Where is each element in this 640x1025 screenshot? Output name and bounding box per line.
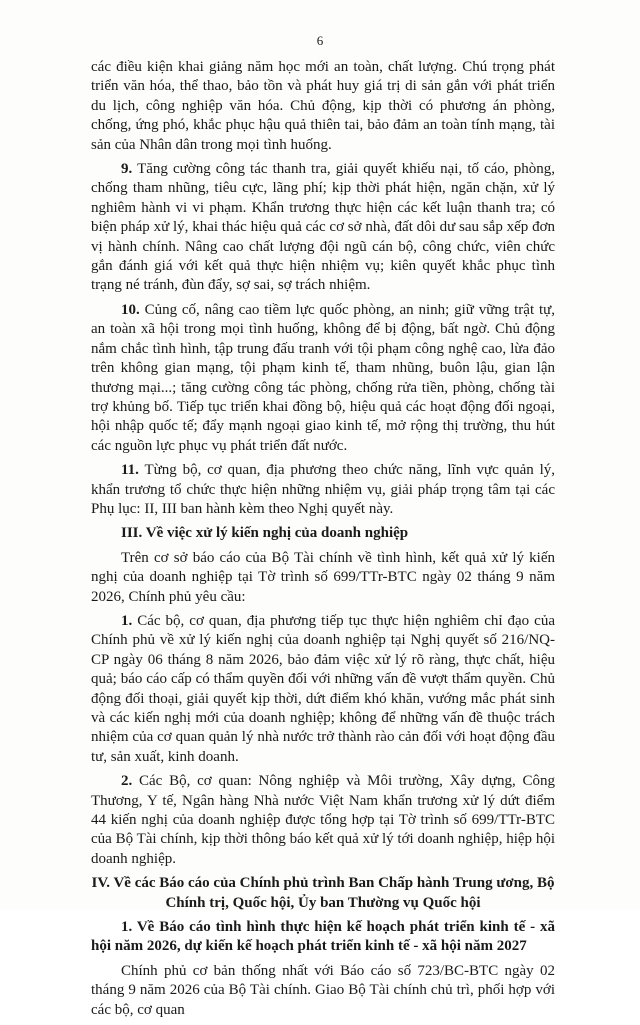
paragraph-iii-2-text: Các Bộ, cơ quan: Nông nghiệp và Môi trường, Xây dựng, Công Thương, Y tế, Ngân hàng Nhà nước Việt Nam khẩn trương xử lý dứt điểm 44 kiến nghị của doanh nghiệp được tổng hợp tại Tờ trình số 699/TTr-BTC của Bộ Tài chính, kịp thời thông báo kết quả xử lý tới doanh nghiệp, hiệp hội doanh nghiệp. bbox=[91, 773, 555, 867]
section-heading-iv: IV. Về các Báo cáo của Chính phủ trình Ban Chấp hành Trung ương, Bộ Chính trị, Quốc hội, Ủy ban Thường vụ Quốc hội bbox=[91, 875, 555, 911]
paragraph-iii-2 bbox=[91, 772, 555, 869]
paragraph-continuation: các điều kiện khai giảng năm học mới an toàn, chất lượng. Chú trọng phát triển văn hóa, thể thao, bảo tồn và phát huy giá trị di sản gắn với phát triển du lịch, công nghiệp văn hóa. Chủ động, kịp thời có phương án phòng, chống, ứng phó, khắc phục hậu quả thiên tai, bảo đảm an toàn tính mạng, tài sản của Nhân dân trong mọi tình huống. bbox=[91, 59, 555, 153]
paragraph-iii-intro: Trên cơ sở báo cáo của Bộ Tài chính về tình hình, kết quả xử lý kiến nghị của doanh nghiệp tại Tờ trình số 699/TTr-BTC ngày 02 tháng 9 năm 2026, Chính phủ yêu cầu: bbox=[91, 549, 555, 605]
paragraph-iii-1-text: Các bộ, cơ quan, địa phương tiếp tục thực hiện nghiêm chỉ đạo của Chính phủ về xử lý kiến nghị của doanh nghiệp tại Nghị quyết số 216/NQ-CP ngày 06 tháng 8 năm 2026, bảo đảm việc xử lý rõ ràng, thực chất, hiệu quả; báo cáo cấp có thẩm quyền đối với những vấn đề vượt thẩm quyền. Chủ động đối thoại, giải quyết kịp thời, dứt điểm khó khăn, vướng mắc phát sinh và các kiến nghị mới của doanh nghiệp; không để những vấn đề thuộc trách nhiệm của cơ quan quản lý nhà nước trở thành rào cản đối với hoạt động đầu tư, sản xuất, kinh doanh. bbox=[91, 612, 555, 765]
paragraph-9-text: Tăng cường công tác thanh tra, giải quyết khiếu nại, tố cáo, phòng, chống tham nhũng, tiêu cực, lãng phí; kịp thời phát hiện, ngăn chặn, xử lý nghiêm hành vi vi phạm. Khẩn trương thực hiện các kết luận thanh tra; có biện pháp xử lý, khai thác hiệu quả các cơ sở nhà, đất dôi dư sau sắp xếp đơn vị hành chính. Nâng cao chất lượng đội ngũ cán bộ, công chức, viên chức gắn đánh giá với kết quả thực hiện nhiệm vụ; kiên quyết khắc phục tình trạng né tránh, đùn đẩy, sợ sai, sợ trách nhiệm. bbox=[91, 161, 555, 294]
paragraph-11-text: Từng bộ, cơ quan, địa phương theo chức năng, lĩnh vực quản lý, khẩn trương tổ chức thực hiện những nhiệm vụ, giải pháp trọng tâm tại các Phụ lục: II, III ban hành kèm theo Nghị quyết này. bbox=[91, 462, 555, 517]
paragraph-iv-1-text: Chính phủ cơ bản thống nhất với Báo cáo số 723/BC-BTC ngày 02 tháng 9 năm 2026 của Bộ Tài chính. Giao Bộ Tài chính chủ trì, phối hợp với các bộ, cơ quan bbox=[91, 962, 555, 1018]
item-number-11: 11. bbox=[121, 462, 139, 479]
document-body bbox=[91, 58, 555, 1025]
section-heading-iii: III. Về việc xử lý kiến nghị của doanh nghiệp bbox=[121, 525, 409, 542]
item-number-9: 9. bbox=[121, 161, 133, 178]
subsection-heading-iv-1: 1. Về Báo cáo tình hình thực hiện kế hoạch phát triển kinh tế - xã hội năm 2026, dự kiến kế hoạch phát triển kinh tế - xã hội năm 2027 bbox=[91, 919, 555, 955]
paragraph-10-text: Củng cố, nâng cao tiềm lực quốc phòng, an ninh; giữ vững trật tự, an toàn xã hội trong mọi tình huống, không để bị động, bất ngờ. Chủ động nắm chắc tình hình, tập trung đấu tranh với tội phạm công nghệ cao, lừa đảo trên không gian mạng, tội phạm kinh tế, tham nhũng, buôn lậu, gian lận thương mại...; tăng cường công tác phòng, chống rửa tiền, phòng, chống tài trợ khủng bố. Tiếp tục triển khai đồng bộ, hiệu quả các hoạt động đối ngoại, hội nhập quốc tế; đẩy mạnh ngoại giao kinh tế, mở rộng thị trường, thu hút các nguồn lực phục vụ phát triển đất nước. bbox=[91, 301, 555, 454]
paragraph-iii-1 bbox=[91, 612, 555, 767]
item-number-10: 10. bbox=[121, 301, 140, 318]
paragraph-10 bbox=[91, 301, 555, 456]
page-number: 6 bbox=[316, 33, 324, 48]
paragraph-11 bbox=[91, 461, 555, 519]
paragraph-9 bbox=[91, 160, 555, 296]
item-number-iii-2: 2. bbox=[121, 773, 133, 790]
item-number-iii-1: 1. bbox=[121, 612, 133, 629]
